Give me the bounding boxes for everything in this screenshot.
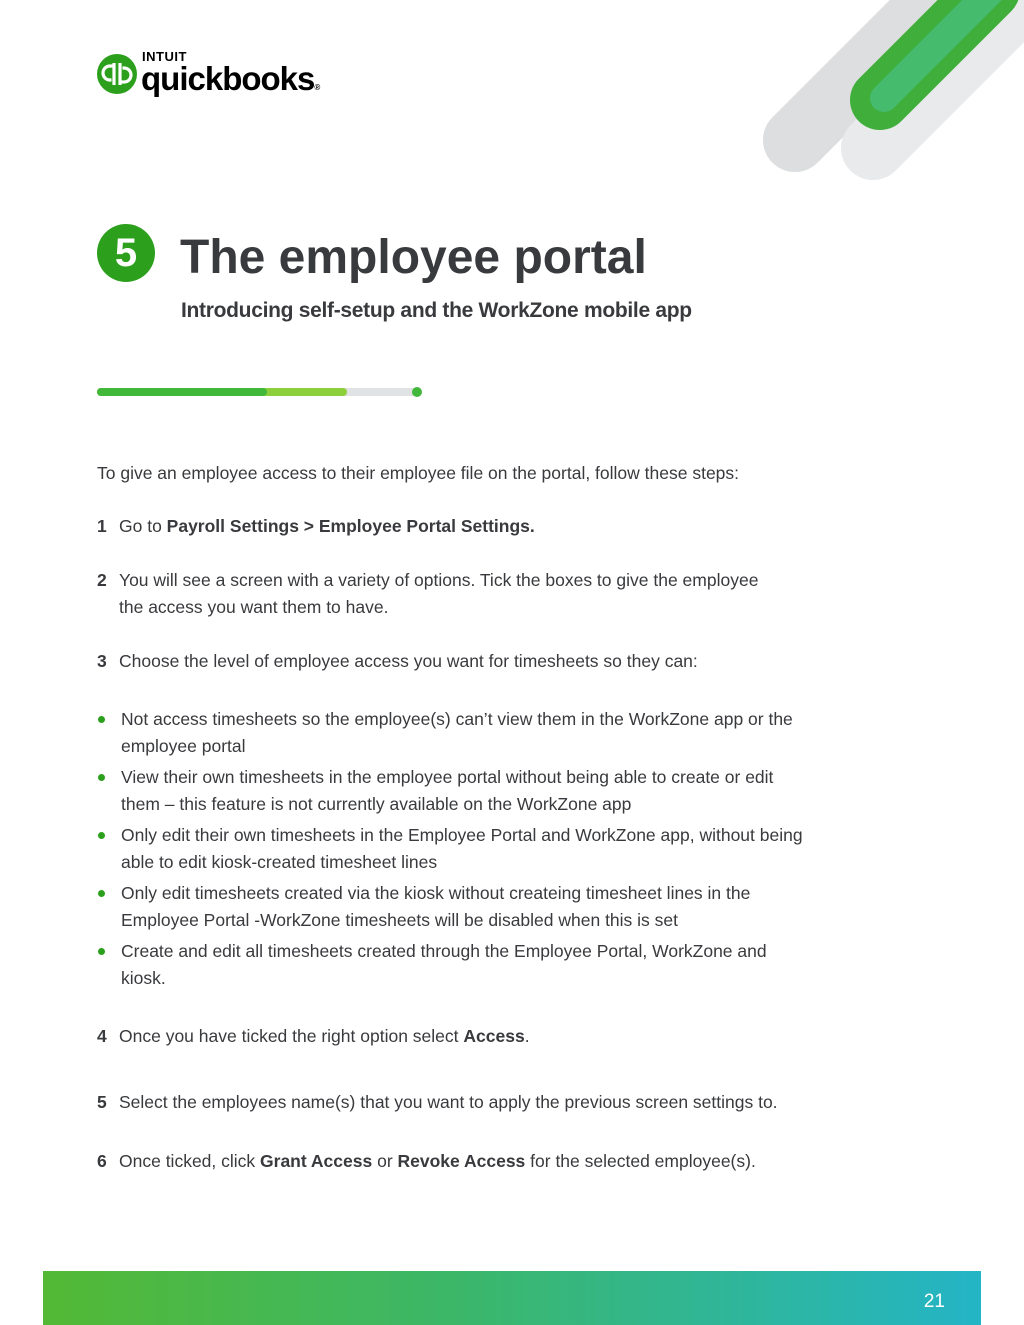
step-bold-text: Access xyxy=(463,1026,525,1046)
step-text-mid: or xyxy=(372,1151,398,1171)
progress-end-dot xyxy=(412,387,422,397)
intro-text: To give an employee access to their employee file on the portal, follow these steps: xyxy=(97,463,740,483)
list-item xyxy=(97,764,812,818)
step-number: 1 xyxy=(97,516,107,536)
step-4 xyxy=(97,1023,877,1050)
list-item-text: Only edit timesheets created via the kiosk without createing timesheet lines in the Employee Portal -WorkZone timesheets will be disabled when this is set xyxy=(121,883,751,930)
step-number: 4 xyxy=(97,1026,107,1046)
page-title: The employee portal xyxy=(180,231,647,284)
logo-intuit-text: INTUIT xyxy=(142,49,187,64)
step-1 xyxy=(97,513,877,540)
step-text: You will see a screen with a variety of options. Tick the boxes to give the employee the access you want them to have. xyxy=(119,570,759,617)
bullet-icon xyxy=(98,890,105,897)
section-progress-bar xyxy=(97,387,422,397)
list-item-text: View their own timesheets in the employee portal without being able to create or edit them – this feature is not currently available on the WorkZone app xyxy=(121,767,774,814)
list-item xyxy=(97,880,812,934)
timesheet-access-options xyxy=(97,706,812,992)
logo-registered-mark: ® xyxy=(314,83,321,92)
step-text-end: for the selected employee(s). xyxy=(525,1151,756,1171)
grant-access-label: Grant Access xyxy=(260,1151,373,1171)
step-number: 5 xyxy=(97,1092,107,1112)
list-item xyxy=(97,938,812,992)
page-number: 21 xyxy=(923,1291,945,1312)
progress-fill-primary xyxy=(97,388,267,396)
step-6 xyxy=(97,1148,877,1175)
instructions xyxy=(97,460,877,1175)
bullet-icon xyxy=(98,832,105,839)
decorative-stripes xyxy=(0,0,1024,200)
list-item xyxy=(97,822,812,876)
page-footer xyxy=(43,1271,981,1325)
step-text-end: . xyxy=(524,1026,530,1046)
step-number: 2 xyxy=(97,570,107,590)
bullet-icon xyxy=(98,774,105,781)
bullet-icon xyxy=(98,716,105,723)
step-text: Once you have ticked the right option select xyxy=(119,1026,464,1046)
list-item-text: Create and edit all timesheets created through the Employee Portal, WorkZone and kiosk. xyxy=(121,941,767,988)
step-5 xyxy=(97,1089,877,1116)
step-text: Choose the level of employee access you want for timesheets so they can: xyxy=(119,651,698,671)
revoke-access-label: Revoke Access xyxy=(397,1151,526,1171)
step-text: Once ticked, click xyxy=(119,1151,261,1171)
step-bold-text: Payroll Settings > Employee Portal Settings. xyxy=(166,516,535,536)
step-number: 3 xyxy=(97,651,107,671)
step-3 xyxy=(97,648,877,675)
logo-wordmark-text: quickbooks xyxy=(141,60,315,97)
bullet-icon xyxy=(98,948,105,955)
list-item xyxy=(97,706,812,760)
list-item-text: Only edit their own timesheets in the Employee Portal and WorkZone app, without being able to edit kiosk-created timesheet lines xyxy=(121,825,803,872)
page-subtitle: Introducing self-setup and the WorkZone mobile app xyxy=(181,299,692,322)
list-item-text: Not access timesheets so the employee(s) can’t view them in the WorkZone app or the employee portal xyxy=(121,709,793,756)
step-number: 6 xyxy=(97,1151,107,1171)
step-text: Go to xyxy=(119,516,167,536)
step-2 xyxy=(97,567,759,621)
section-number-badge: 5 xyxy=(97,224,155,282)
step-text: Select the employees name(s) that you want to apply the previous screen settings to. xyxy=(119,1092,778,1112)
